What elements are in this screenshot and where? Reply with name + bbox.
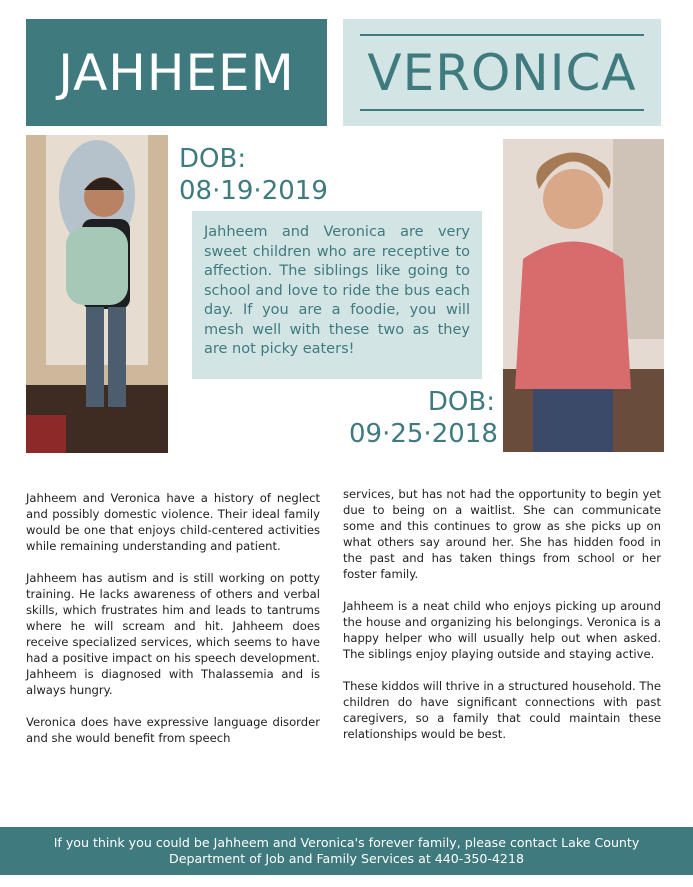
photo-veronica — [503, 139, 664, 452]
paragraph: These kiddos will thrive in a structured household. The children do have significant connections with past caregivers, so a family that could maintain these relationships would be best. — [343, 679, 661, 741]
dob-jahheem — [179, 143, 328, 207]
body-column-left — [26, 490, 320, 746]
paragraph: Jahheem has autism and is still working on potty training. He lacks awareness of others and verbal skills, which frustrates him and leads to tantrums where he will scream and hit. Jahheem does receive specialized services, which seems to have had a positive impact on his speech development. Jahheem is diagnosed with Thalassemia and is always hungry. — [26, 571, 320, 697]
dob-date: 08·19·2019 — [179, 176, 328, 206]
dob-label: DOB: — [179, 144, 247, 174]
paragraph: Jahheem and Veronica have a history of neglect and possibly domestic violence. Their ideal family would be one that enjoys child-centered activities while remaining understanding and patient. — [26, 491, 320, 553]
footer-line-2: Department of Job and Family Services at 440-350-4218 — [169, 851, 524, 866]
intro-box — [192, 211, 482, 379]
dob-label: DOB: — [427, 387, 495, 417]
name-banner-jahheem — [26, 19, 327, 126]
name-banner-veronica — [343, 19, 661, 126]
intro-text: Jahheem and Veronica are very sweet children who are receptive to affection. The siblings like going to school and love to ride the bus each day. If you are a foodie, you will mesh well with these two as they are not picky eaters! — [204, 224, 470, 357]
photo-jahheem — [26, 135, 168, 453]
photo-jahheem-illustration — [26, 135, 168, 453]
footer-line-1: If you think you could be Jahheem and Veronica's forever family, please contact Lake County — [53, 835, 640, 850]
bottom-rule — [360, 109, 644, 111]
name-veronica: VERONICA — [367, 43, 637, 102]
paragraph: services, but has not had the opportunity to begin yet due to being on a waitlist. She can communicate some and this continues to grow as she picks up on what others say around her. She has hidden food in the past and has taken things from school or her foster family. — [343, 487, 661, 581]
dob-veronica — [349, 386, 498, 450]
contact-footer — [0, 827, 693, 875]
body-column-right — [343, 486, 661, 742]
name-jahheem: JAHHEEM — [58, 43, 295, 102]
dob-date: 09·25·2018 — [349, 419, 498, 449]
top-rule — [360, 34, 644, 36]
paragraph: Veronica does have expressive language disorder and she would benefit from speech — [26, 715, 320, 745]
photo-veronica-illustration — [503, 139, 664, 452]
paragraph: Jahheem is a neat child who enjoys picking up around the house and organizing his belongings. Veronica is a happy helper who will usually help out when asked. The siblings enjoy playing outside and staying active. — [343, 599, 661, 661]
